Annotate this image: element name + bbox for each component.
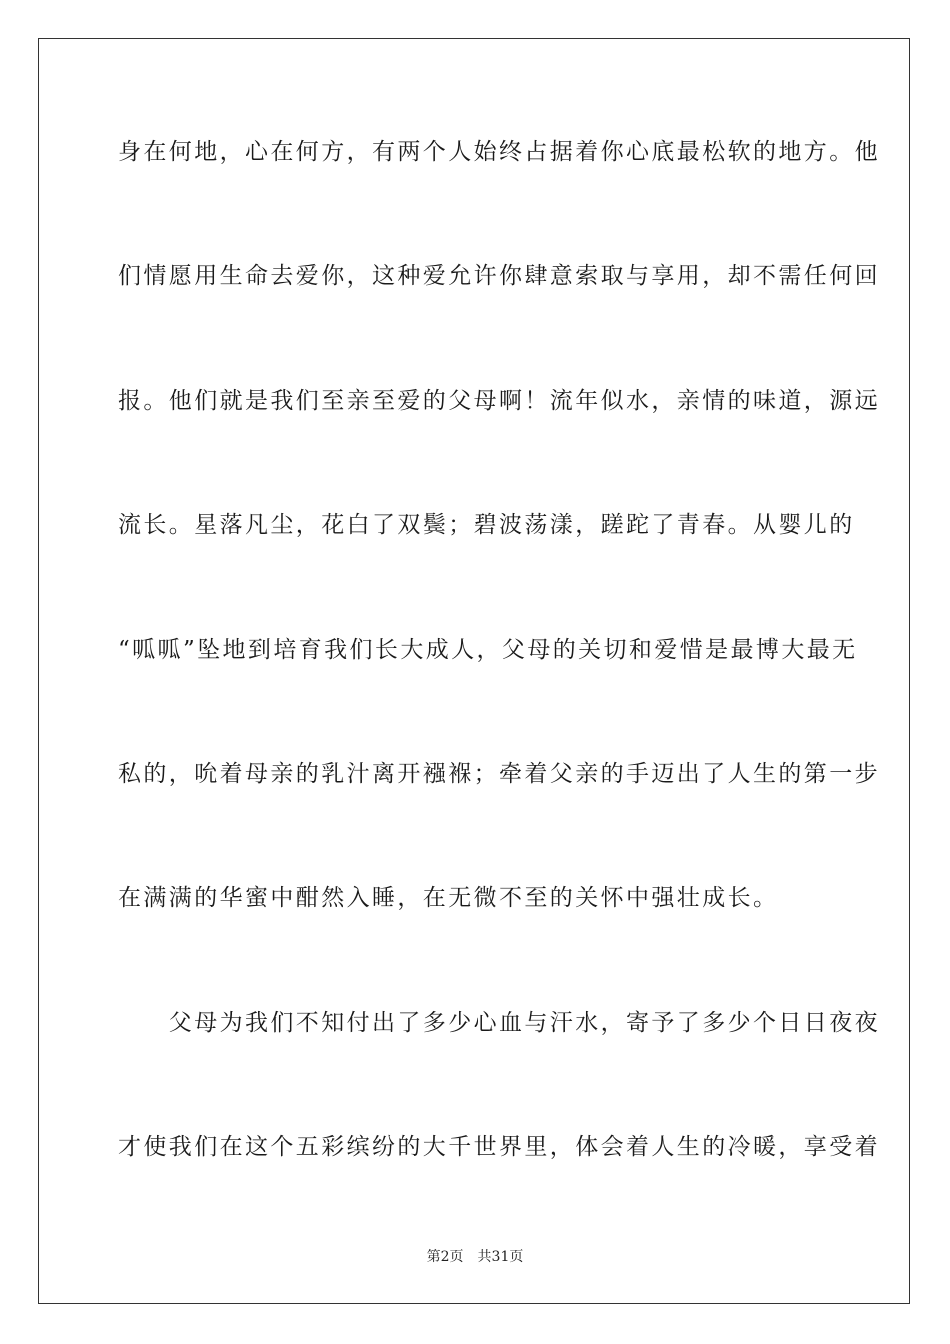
body-line-5: “呱呱”坠地到培育我们长大成人，父母的关切和爱惜是最博大最无 [118,637,858,663]
body-line-1: 身在何地，心在何方，有两个人始终占据着你心底最松软的地方。他 [118,139,880,165]
page-footer [0,1248,950,1266]
page-border [38,38,910,1304]
body-line-8: 父母为我们不知付出了多少心血与汗水，寄予了多少个日日夜夜 [118,1010,880,1036]
body-line-9: 才使我们在这个五彩缤纷的大千世界里，体会着人生的冷暖，享受着 [118,1134,880,1160]
body-line-7: 在满满的华蜜中酣然入睡，在无微不至的关怀中强壮成长。 [118,885,779,911]
body-line-4: 流长。星落凡尘，花白了双鬓；碧波荡漾，蹉跎了青春。从婴儿的 [118,512,855,538]
body-line-2: 们情愿用生命去爱你，这种爱允许你肆意索取与享用，却不需任何回 [118,263,880,289]
page-total: 共31页 [477,1249,524,1265]
page-number: 第2页 [426,1249,464,1265]
body-line-6: 私的，吮着母亲的乳汁离开襁褓；牵着父亲的手迈出了人生的第一步 [118,761,880,787]
body-line-3: 报。他们就是我们至亲至爱的父母啊！流年似水，亲情的味道，源远 [118,388,880,414]
